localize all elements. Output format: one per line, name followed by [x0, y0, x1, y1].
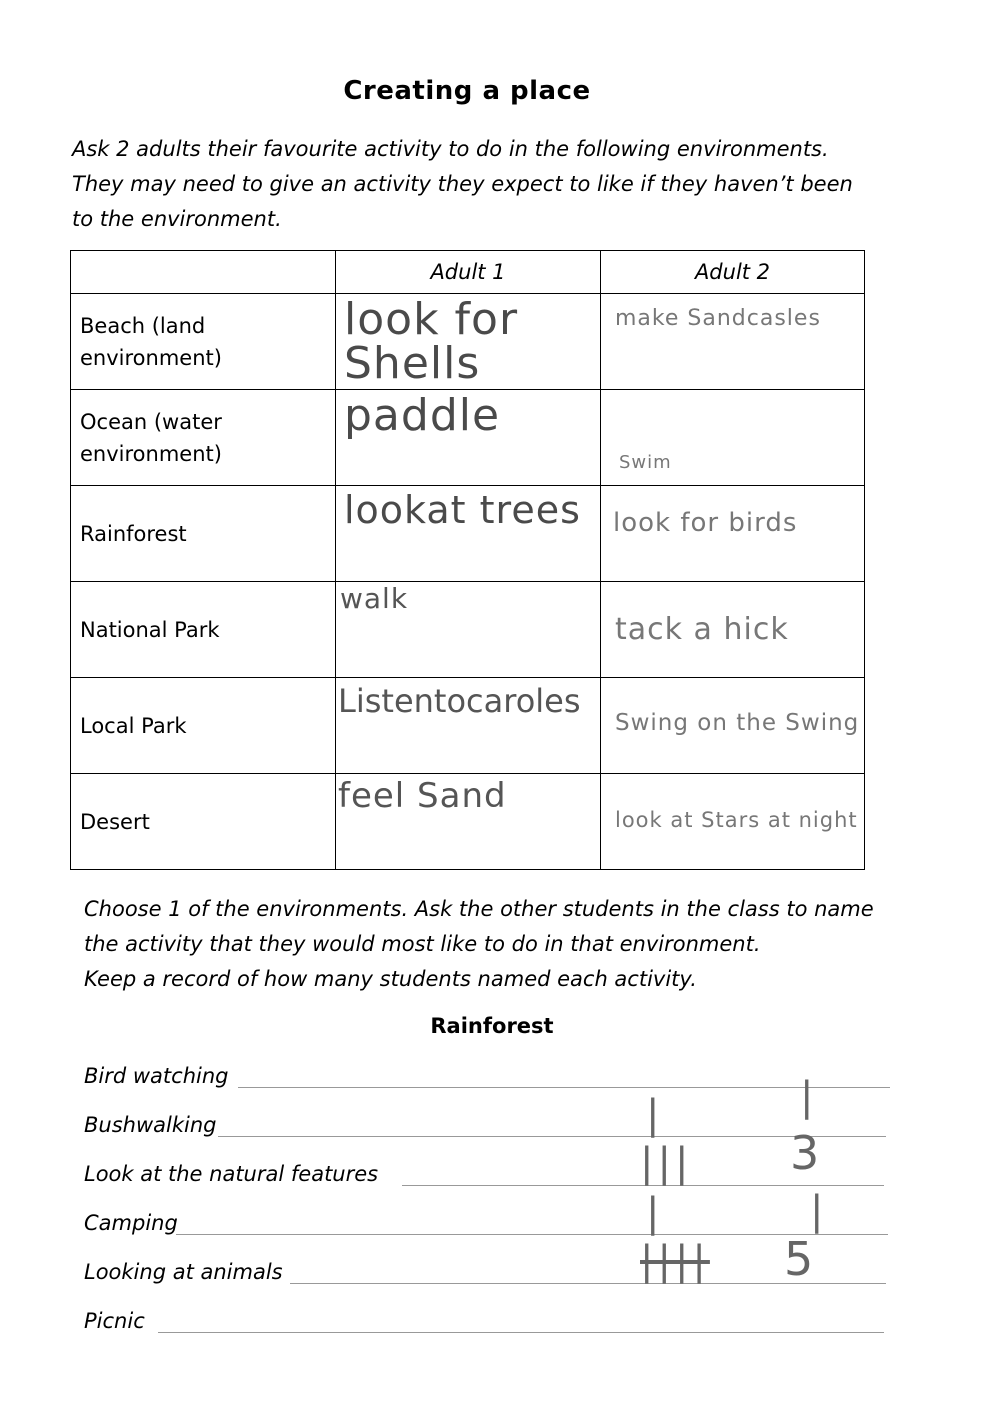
- adult1-cell: [336, 486, 601, 582]
- adult1-answer: feel Sand: [338, 776, 507, 816]
- answer-line: [158, 1332, 884, 1333]
- env-cell: [71, 390, 336, 486]
- adult2-cell: [601, 774, 865, 870]
- adult1-cell: [336, 678, 601, 774]
- intro-line: to the environment.: [72, 207, 282, 231]
- activity-label: Picnic: [84, 1309, 145, 1333]
- activity-label: Bird watching: [84, 1064, 229, 1088]
- env-label: Desert: [80, 809, 150, 834]
- env-label: Ocean (water environment): [80, 409, 222, 466]
- answer-line: [218, 1136, 886, 1137]
- table-row: [71, 678, 865, 774]
- activity-label: Camping: [84, 1211, 178, 1235]
- instructions-text: [84, 892, 964, 997]
- activity-label: Bushwalking: [84, 1113, 217, 1137]
- env-label: Local Park: [80, 713, 187, 738]
- intro-line: They may need to give an activity they expect to like if they haven’t been: [72, 172, 853, 196]
- env-cell: [71, 774, 336, 870]
- table-row: [71, 774, 865, 870]
- env-label: National Park: [80, 617, 220, 642]
- survey-title: Rainforest: [430, 1014, 554, 1038]
- adult2-cell: [601, 294, 865, 390]
- list-item: [84, 1058, 890, 1088]
- table-row: [71, 390, 865, 486]
- header-adult-2: Adult 2: [601, 251, 865, 294]
- adult1-answer: look for Shells: [344, 294, 519, 389]
- adult2-answer: look for birds: [613, 508, 798, 538]
- list-item: [84, 1156, 884, 1186]
- tally-count: |: [800, 1074, 818, 1120]
- intro-line: Ask 2 adults their favourite activity to do in the following environments.: [72, 137, 829, 161]
- adult1-answer: walk: [340, 582, 409, 615]
- tally-mark: ||||: [640, 1238, 710, 1284]
- answer-line: [176, 1234, 888, 1235]
- list-item: [84, 1303, 884, 1333]
- instruction-line: the activity that they would most like to do in that environment.: [84, 932, 761, 956]
- instruction-line: Keep a record of how many students named each activity.: [84, 967, 697, 991]
- adult2-cell: [601, 486, 865, 582]
- adult2-answer: tack a hick: [615, 612, 789, 647]
- adult1-cell: [336, 294, 601, 390]
- env-cell: [71, 294, 336, 390]
- tally-count: |: [810, 1188, 828, 1234]
- adult1-answer: lookat trees: [344, 488, 581, 532]
- env-cell: [71, 486, 336, 582]
- activity-label: Look at the natural features: [84, 1162, 379, 1186]
- list-item: [84, 1254, 886, 1284]
- header-empty: [71, 251, 336, 294]
- intro-text: [72, 132, 952, 237]
- adult2-cell: [601, 390, 865, 486]
- adult2-cell: [601, 582, 865, 678]
- adult1-cell: [336, 774, 601, 870]
- adult1-answer: paddle: [344, 390, 501, 441]
- env-label: Beach (land environment): [80, 313, 222, 370]
- instruction-line: Choose 1 of the environments. Ask the other students in the class to name: [84, 897, 874, 921]
- tally-count: 3: [790, 1126, 824, 1180]
- table-row: [71, 582, 865, 678]
- env-cell: [71, 582, 336, 678]
- list-item: [84, 1107, 886, 1137]
- table-row: [71, 294, 865, 390]
- tally-mark: |||: [640, 1140, 693, 1186]
- activity-table: [70, 250, 865, 870]
- tally-mark: |: [646, 1190, 664, 1236]
- adult2-answer: Swim: [619, 452, 672, 473]
- adult2-cell: [601, 678, 865, 774]
- adult1-cell: [336, 390, 601, 486]
- activity-label: Looking at animals: [84, 1260, 283, 1284]
- tally-count: 5: [784, 1232, 818, 1286]
- env-cell: [71, 678, 336, 774]
- table-header-row: [71, 251, 865, 294]
- answer-line: [238, 1087, 890, 1088]
- tally-mark: |: [646, 1092, 664, 1138]
- env-label: Rainforest: [80, 521, 187, 546]
- table-row: [71, 486, 865, 582]
- adult1-answer: Listentocaroles: [338, 682, 581, 720]
- page-title: Creating a place: [343, 76, 591, 106]
- adult2-answer: look at Stars at night: [615, 808, 858, 832]
- adult2-answer: make Sandcasles: [615, 306, 821, 331]
- list-item: [84, 1205, 888, 1235]
- adult2-answer: Swing on the Swing: [615, 710, 860, 736]
- adult1-cell: [336, 582, 601, 678]
- header-adult-1: Adult 1: [336, 251, 601, 294]
